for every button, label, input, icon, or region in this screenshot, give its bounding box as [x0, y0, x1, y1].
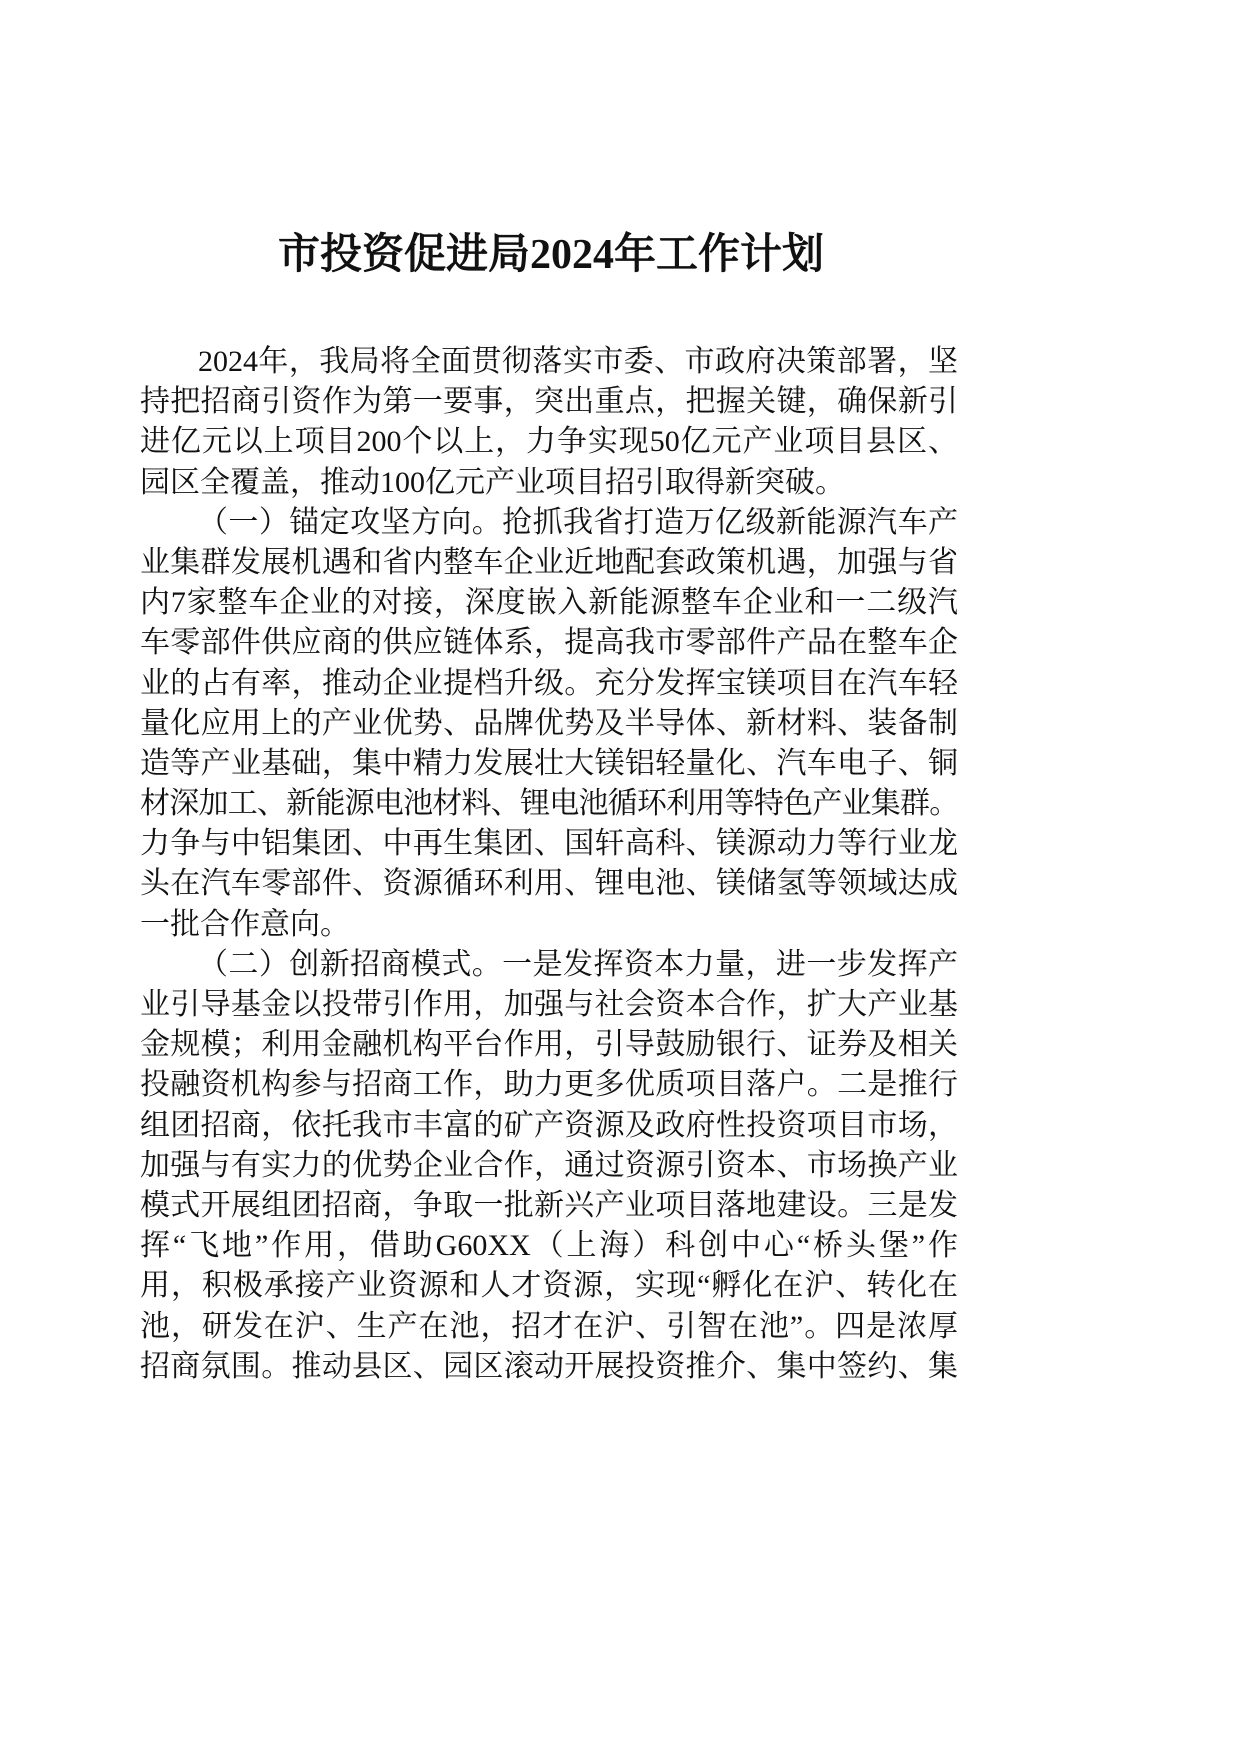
document-body	[140, 342, 958, 1387]
document-title: 市投资促进局2024年工作计划	[277, 232, 824, 278]
text-line: 2024年，我局将全面贯彻落实市委、市政府决策部署，坚	[198, 345, 958, 378]
text-line: 用，积极承接产业资源和人才资源，实现“孵化在沪、转化在	[140, 1269, 958, 1303]
text-line: 投融资机构参与招商工作，助力更多优质项目落户。二是推行	[140, 1068, 958, 1102]
text-line: 挥“飞地”作用，借助G60XX（上海）科创中心“桥头堡”作	[140, 1229, 958, 1263]
text-line: 造等产业基础，集中精力发展壮大镁铝轻量化、汽车电子、铜	[140, 746, 958, 780]
paragraph-section-1	[140, 503, 958, 945]
section-heading-line: （一）锚定攻坚方向。抢抓我省打造万亿级新能源汽车产	[198, 505, 958, 539]
section-heading-line: （二）创新招商模式。一是发挥资本力量，进一步发挥产	[198, 947, 958, 981]
text-line: 量化应用上的产业优势、品牌优势及半导体、新材料、装备制	[140, 706, 958, 740]
text-line: 模式开展组团招商，争取一批新兴产业项目落地建设。三是发	[140, 1188, 958, 1222]
text-line: 材深加工、新能源电池材料、锂电池循环利用等特色产业集群。	[140, 787, 958, 821]
text-line: 一批合作意向。	[140, 907, 350, 941]
text-line: 金规模；利用金融机构平台作用，引导鼓励银行、证券及相关	[140, 1028, 958, 1062]
text-line: 池，研发在沪、生产在池，招才在沪、引智在池”。四是浓厚	[140, 1309, 958, 1343]
paragraph-section-2	[140, 945, 958, 1387]
text-line: 招商氛围。推动县区、园区滚动开展投资推介、集中签约、集	[140, 1349, 958, 1383]
text-line: 业引导基金以投带引作用，加强与社会资本合作，扩大产业基	[140, 988, 958, 1021]
text-line: 力争与中铝集团、中再生集团、国轩高科、镁源动力等行业龙	[140, 827, 958, 861]
text-line: 进亿元以上项目200个以上，力争实现50亿元产业项目县区、	[140, 425, 958, 459]
text-line: 车零部件供应商的供应链体系，提高我市零部件产品在整车企	[140, 626, 958, 660]
text-line: 组团招商，依托我市丰富的矿产资源及政府性投资项目市场，	[140, 1108, 958, 1142]
text-line: 园区全覆盖，推动100亿元产业项目招引取得新突破。	[140, 465, 845, 499]
text-line: 业集群发展机遇和省内整车企业近地配套政策机遇，加强与省	[140, 545, 958, 579]
text-line: 业的占有率，推动企业提档升级。充分发挥宝镁项目在汽车轻	[140, 666, 958, 700]
text-line: 头在汽车零部件、资源循环利用、锂电池、镁储氢等领域达成	[140, 867, 958, 901]
paragraph-intro	[140, 342, 958, 503]
text-line: 持把招商引资作为第一要事，突出重点，把握关键，确保新引	[140, 385, 958, 419]
text-line: 加强与有实力的优势企业合作，通过资源引资本、市场换产业	[140, 1148, 958, 1182]
text-line: 内7家整车企业的对接，深度嵌入新能源整车企业和一二级汽	[140, 586, 958, 620]
